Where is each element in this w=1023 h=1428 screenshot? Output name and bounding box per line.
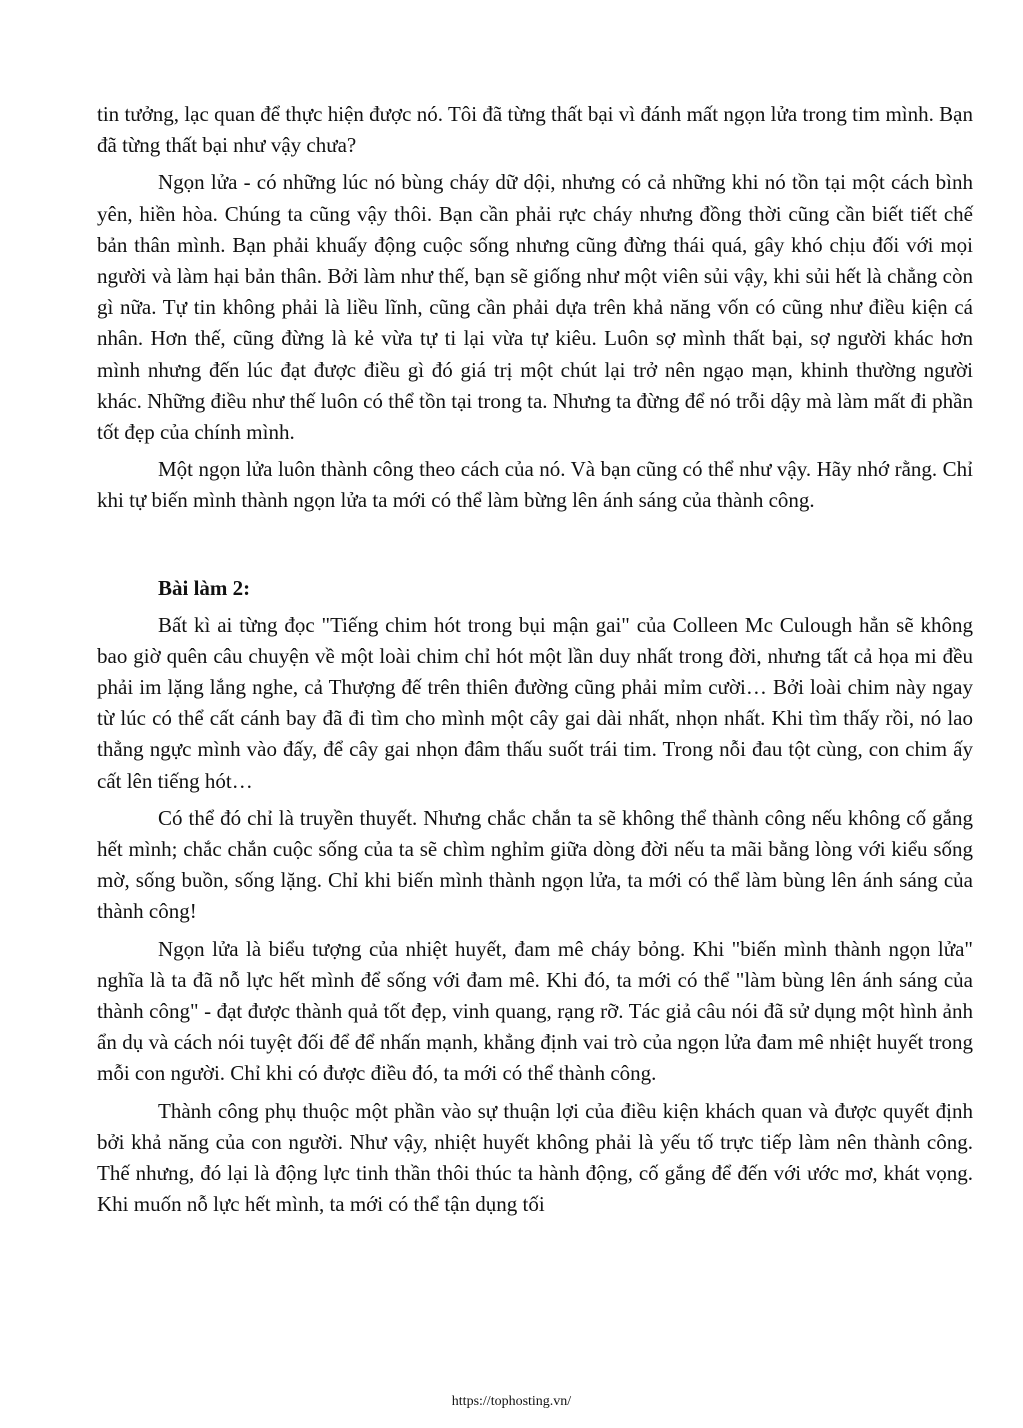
paragraph-flame-balance: Ngọn lửa - có những lúc nó bùng cháy dữ dội, nhưng có cả những khi nó tồn tại một cách bình yên, hiền hòa. Chúng ta cũng vậy thôi. Bạn cần phải rực cháy nhưng đồng thời cũng cần biết tiết chế bản thân mình. Bạn phải khuấy động cuộc sống nhưng cũng đừng thái quá, gây khó chịu đối với mọi người và làm hại bản thân. Bởi làm như thế, bạn sẽ giống như một viên sủi vậy, khi sủi hết là chẳng còn gì nữa. Tự tin không phải là liều lĩnh, cũng cần phải dựa trên khả năng vốn có cũng như điều kiện cá nhân. Hơn thế, cũng đừng là kẻ vừa tự ti lại vừa tự kiêu. Luôn sợ mình thất bại, sợ người khác hơn mình nhưng đến lúc đạt được điều gì đó giá trị một chút lại trở nên ngạo mạn, khinh thường người khác. Những điều như thế luôn có thể tồn tại trong ta. Nhưng ta đừng để nó trỗi dậy mà làm mất đi phần tốt đẹp của chính mình. — [97, 170, 973, 445]
paragraph-thorn-bird: Bất kì ai từng đọc "Tiếng chim hót trong bụi mận gai" của Colleen Mc Culough hẳn sẽ không bao giờ quên câu chuyện về một loài chim chỉ hót một lần duy nhất trong đời, nhưng tất cả họa mi đều phải im lặng lắng nghe, cả Thượng đế trên thiên đường cũng phải mỉm cười… Bởi loài chim này ngay từ lúc có thể cất cánh bay đã đi tìm cho mình một cây gai dài nhất, nhọn nhất. Khi tìm thấy rồi, nó lao thẳng ngực mình vào đấy, để cây gai nhọn đâm thấu suốt trái tim. Trong nỗi đau tột cùng, con chim ấy cất lên tiếng hót… — [97, 612, 973, 793]
footer-url[interactable]: https://tophosting.vn/ — [451, 1394, 572, 1409]
section-heading: Bài làm 2: — [158, 575, 251, 600]
paragraph-flame-success: Một ngọn lửa luôn thành công theo cách của nó. Và bạn cũng có thể như vậy. Hãy nhớ rằng. Chỉ khi tự biến mình thành ngọn lửa ta mới có thể làm bừng lên ánh sáng của thành công. — [97, 457, 973, 513]
paragraph-legend: Có thể đó chỉ là truyền thuyết. Nhưng chắc chắn ta sẽ không thể thành công nếu không cố gắng hết mình; chắc chắn cuộc sống của ta sẽ chìm nghỉm giữa dòng đời nếu ta mãi bằng lòng với kiểu sống mờ, sống buồn, sống lặng. Chỉ khi biến mình thành ngọn lửa, ta mới có thể làm bùng lên ánh sáng của thành công! — [97, 805, 973, 924]
paragraph-continuation: tin tưởng, lạc quan để thực hiện được nó. Tôi đã từng thất bại vì đánh mất ngọn lửa trong tim mình. Bạn đã từng thất bại như vậy chưa? — [97, 102, 973, 158]
document-body — [97, 99, 973, 1221]
paragraph-success-factors: Thành công phụ thuộc một phần vào sự thuận lợi của điều kiện khách quan và được quyết định bởi khả năng của con người. Như vậy, nhiệt huyết không phải là yếu tố trực tiếp làm nên thành công. Thế nhưng, đó lại là động lực tinh thần thôi thúc ta hành động, cố gắng để đến với ước mơ, khát vọng. Khi muốn nỗ lực hết mình, ta mới có thể tận dụng tối — [97, 1098, 973, 1217]
paragraph-flame-symbol: Ngọn lửa là biểu tượng của nhiệt huyết, đam mê cháy bỏng. Khi "biến mình thành ngọn lửa" nghĩa là ta đã nỗ lực hết mình để sống với đam mê. Khi đó, ta mới có thể "làm bùng lên ánh sáng của thành công" - đạt được thành quả tốt đẹp, vinh quang, rạng rỡ. Tác giả câu nói đã sử dụng một hình ảnh ẩn dụ và cách nói tuyệt đối để để nhấn mạnh, khẳng định vai trò của ngọn lửa đam mê nhiệt huyết trong mỗi con người. Chỉ khi có được điều đó, ta mới có thể thành công. — [97, 936, 973, 1086]
